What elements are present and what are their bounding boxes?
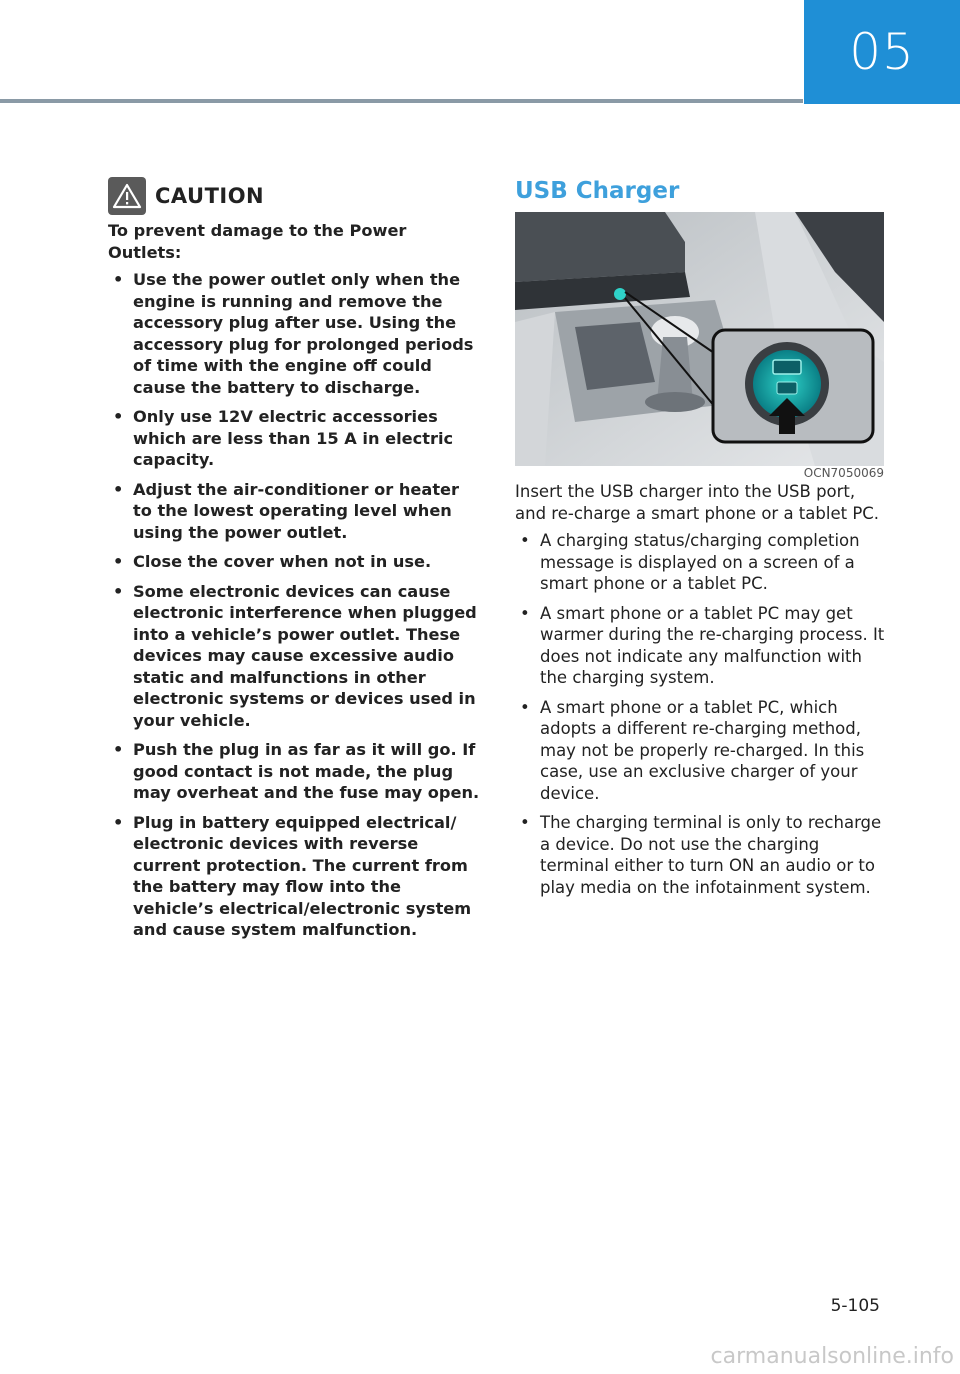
caution-box bbox=[108, 176, 480, 949]
chapter-number: 05 bbox=[849, 23, 915, 81]
usb-console-illustration bbox=[515, 212, 884, 466]
caution-list bbox=[108, 269, 480, 941]
figure-code: OCN7050069 bbox=[803, 466, 884, 480]
usb-item: • A smart phone or a tablet PC may get warmer during the re-charging process. It does not indicate any malfunction with the charging system. bbox=[520, 603, 885, 687]
header-rule bbox=[0, 99, 803, 103]
caution-item: • Use the power outlet only when the engine is running and remove the accessory plug after use. Using the accessory plug for prolonged periods of time with the engine off could cause the battery to discharge. bbox=[113, 270, 474, 397]
caution-intro: To prevent damage to the Power Outlets: bbox=[108, 221, 407, 262]
caution-item: • Adjust the air-conditioner or heater to the lowest operating level when using the power outlet. bbox=[113, 479, 460, 542]
page-number: 5-105 bbox=[830, 1296, 880, 1316]
caution-title: CAUTION bbox=[155, 184, 265, 208]
usb-item: • The charging terminal is only to recharge a device. Do not use the charging terminal either to turn ON an audio or to play media on the infotainment system. bbox=[520, 813, 882, 897]
usb-intro: Insert the USB charger into the USB port, and re-charge a smart phone or a tablet PC. bbox=[515, 482, 880, 523]
usb-item: • A smart phone or a tablet PC, which adopts a different re-charging method, may not be properly re-charged. In this case, use an exclusive charger of your device. bbox=[520, 697, 865, 803]
caution-item: • Some electronic devices can cause electronic interference when plugged into a vehicle’s power outlet. These devices may cause excessive audio static and malfunctions in other electronic systems or devices used in your vehicle. bbox=[113, 581, 477, 730]
usb-section bbox=[515, 176, 887, 906]
caution-item: • Close the cover when not in use. bbox=[113, 552, 432, 571]
caution-item: • Plug in battery equipped electrical/ electronic devices with reverse current protection. The current from the battery may flow into the vehicle’s electrical/electronic system and cause system malfunction. bbox=[113, 812, 472, 939]
usb-item: • A charging status/charging completion message is displayed on a screen of a smart phone or a tablet PC. bbox=[520, 531, 860, 593]
caution-item: • Only use 12V electric accessories which are less than 15 A in electric capacity. bbox=[113, 407, 454, 469]
chapter-tab bbox=[804, 0, 960, 104]
caution-item: • Push the plug in as far as it will go. If good contact is not made, the plug may overheat and the fuse may open. bbox=[113, 740, 480, 802]
caution-header bbox=[108, 176, 480, 216]
section-title: USB Charger bbox=[515, 178, 680, 204]
usb-charger-figure bbox=[515, 212, 884, 466]
warning-triangle-icon bbox=[108, 177, 146, 215]
watermark: carmanualsonline.info bbox=[710, 1344, 954, 1369]
usb-list bbox=[515, 530, 887, 898]
